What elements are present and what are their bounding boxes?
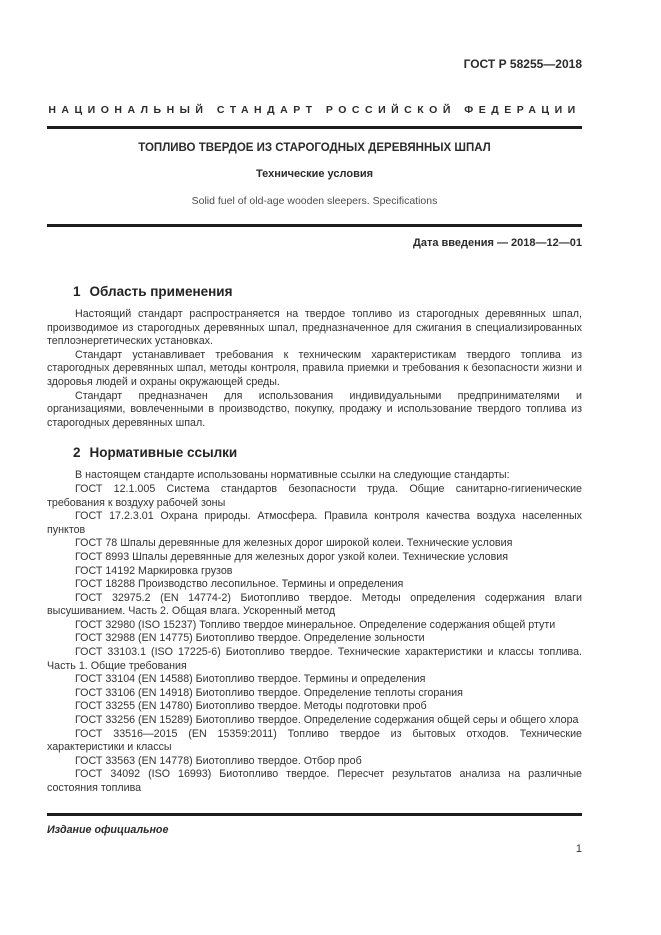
- document-subtitle-ru: Технические условия: [255, 168, 374, 180]
- edition-note: Издание официальное: [47, 824, 169, 836]
- section-1-heading: [47, 284, 582, 300]
- reference-item: ГОСТ 33106 (EN 14918) Биотопливо твердое. Определение теплоты сгорания: [75, 686, 463, 699]
- reference-item: ГОСТ 33104 (EN 14588) Биотопливо твердое. Термины и определения: [75, 673, 426, 686]
- section-1-paragraph: Стандарт предназначен для использования индивидуальными предпринимателями и организациями, вовлеченными в производство, покупку, продажу и использование твердого топлива из старогодных деревянных шпал.: [47, 389, 582, 429]
- section-2-title: Нормативные ссылки: [89, 445, 238, 461]
- section-2-intro: В настоящем стандарте использованы нормативные ссылки на следующие стандарты:: [75, 469, 510, 482]
- reference-item: ГОСТ 8993 Шпалы деревянные для железных дорог узкой колеи. Технические условия: [75, 550, 509, 563]
- page-number: 1: [575, 843, 582, 855]
- reference-item: ГОСТ 32988 (EN 14775) Биотопливо твердое. Определение зольности: [75, 632, 425, 645]
- reference-item: ГОСТ 12.1.005 Система стандартов безопасности труда. Общие санитарно-гигиенические требования к воздуху рабочей зоны: [47, 482, 582, 509]
- document-title-en: Solid fuel of old-age wooden sleepers. Specifications: [191, 195, 438, 207]
- standard-code: ГОСТ Р 58255—2018: [463, 57, 582, 71]
- reference-item: ГОСТ 34092 (ISO 16993) Биотопливо твердое. Пересчет результатов анализа на различные состояния топлива: [47, 768, 582, 794]
- section-1-paragraph: Настоящий стандарт распространяется на твердое топливо из старогодных деревянных шпал, производимое из старогодных деревянных шпал, предназначенное для сжигания в специализированных теплоэнергетических установках.: [47, 308, 582, 348]
- section-2-heading: [47, 445, 582, 461]
- national-standard-heading: НАЦИОНАЛЬНЫЙ СТАНДАРТ РОССИЙСКОЙ ФЕДЕРАЦИИ: [48, 104, 581, 116]
- reference-item: ГОСТ 14192 Маркировка грузов: [75, 564, 233, 577]
- title-divider-rule: [47, 224, 582, 227]
- reference-item: ГОСТ 33563 (EN 14778) Биотопливо твердое. Отбор проб: [75, 754, 362, 767]
- header-divider-rule: [47, 126, 582, 129]
- page-footer: [47, 813, 582, 856]
- document-title-ru: ТОПЛИВО ТВЕРДОЕ ИЗ СТАРОГОДНЫХ ДЕРЕВЯННЫХ ШПАЛ: [138, 142, 491, 154]
- section-1-paragraph: Стандарт устанавливает требования к техническим характеристикам твердого топлива из старогодных деревянных шпал, методы контроля, правила приемки и требования к безопасности жизни и здоровья людей и охраны окружающей среды.: [47, 348, 582, 388]
- section-1-title: Область применения: [89, 284, 233, 299]
- reference-item: ГОСТ 78 Шпалы деревянные для железных дорог широкой колеи. Технические условия: [75, 537, 513, 550]
- reference-item: ГОСТ 33103.1 (ISO 17225-6) Биотопливо твердое. Технические характеристики и классы топлива. Часть 1. Общие требования: [47, 646, 582, 672]
- effective-date: Дата введения — 2018—12—01: [413, 237, 582, 249]
- reference-item: ГОСТ 32980 (ISO 15237) Топливо твердое минеральное. Определение содержания общей ртути: [75, 618, 556, 631]
- reference-item: ГОСТ 33516—2015 (EN 15359:2011) Топливо твердое из бытовых отходов. Технические характеристики и классы: [47, 727, 582, 754]
- footer-divider-rule: [47, 813, 582, 816]
- section-1-number: 1: [73, 284, 81, 299]
- reference-item: ГОСТ 33255 (EN 14780) Биотопливо твердое. Методы подготовки проб: [75, 700, 427, 713]
- reference-item: ГОСТ 17.2.3.01 Охрана природы. Атмосфера. Правила контроля качества воздуха населенных пунктов: [47, 510, 582, 536]
- section-2-number: 2: [73, 445, 81, 461]
- reference-item: ГОСТ 33256 (EN 15289) Биотопливо твердое. Определение содержания общей серы и общего хлора: [75, 714, 579, 727]
- reference-item: ГОСТ 18288 Производство лесопильное. Термины и определения: [75, 578, 404, 591]
- reference-item: ГОСТ 32975.2 (EN 14774-2) Биотопливо твердое. Методы определения содержания влаги высушиванием. Часть 2. Общая влага. Ускоренный метод: [47, 591, 582, 618]
